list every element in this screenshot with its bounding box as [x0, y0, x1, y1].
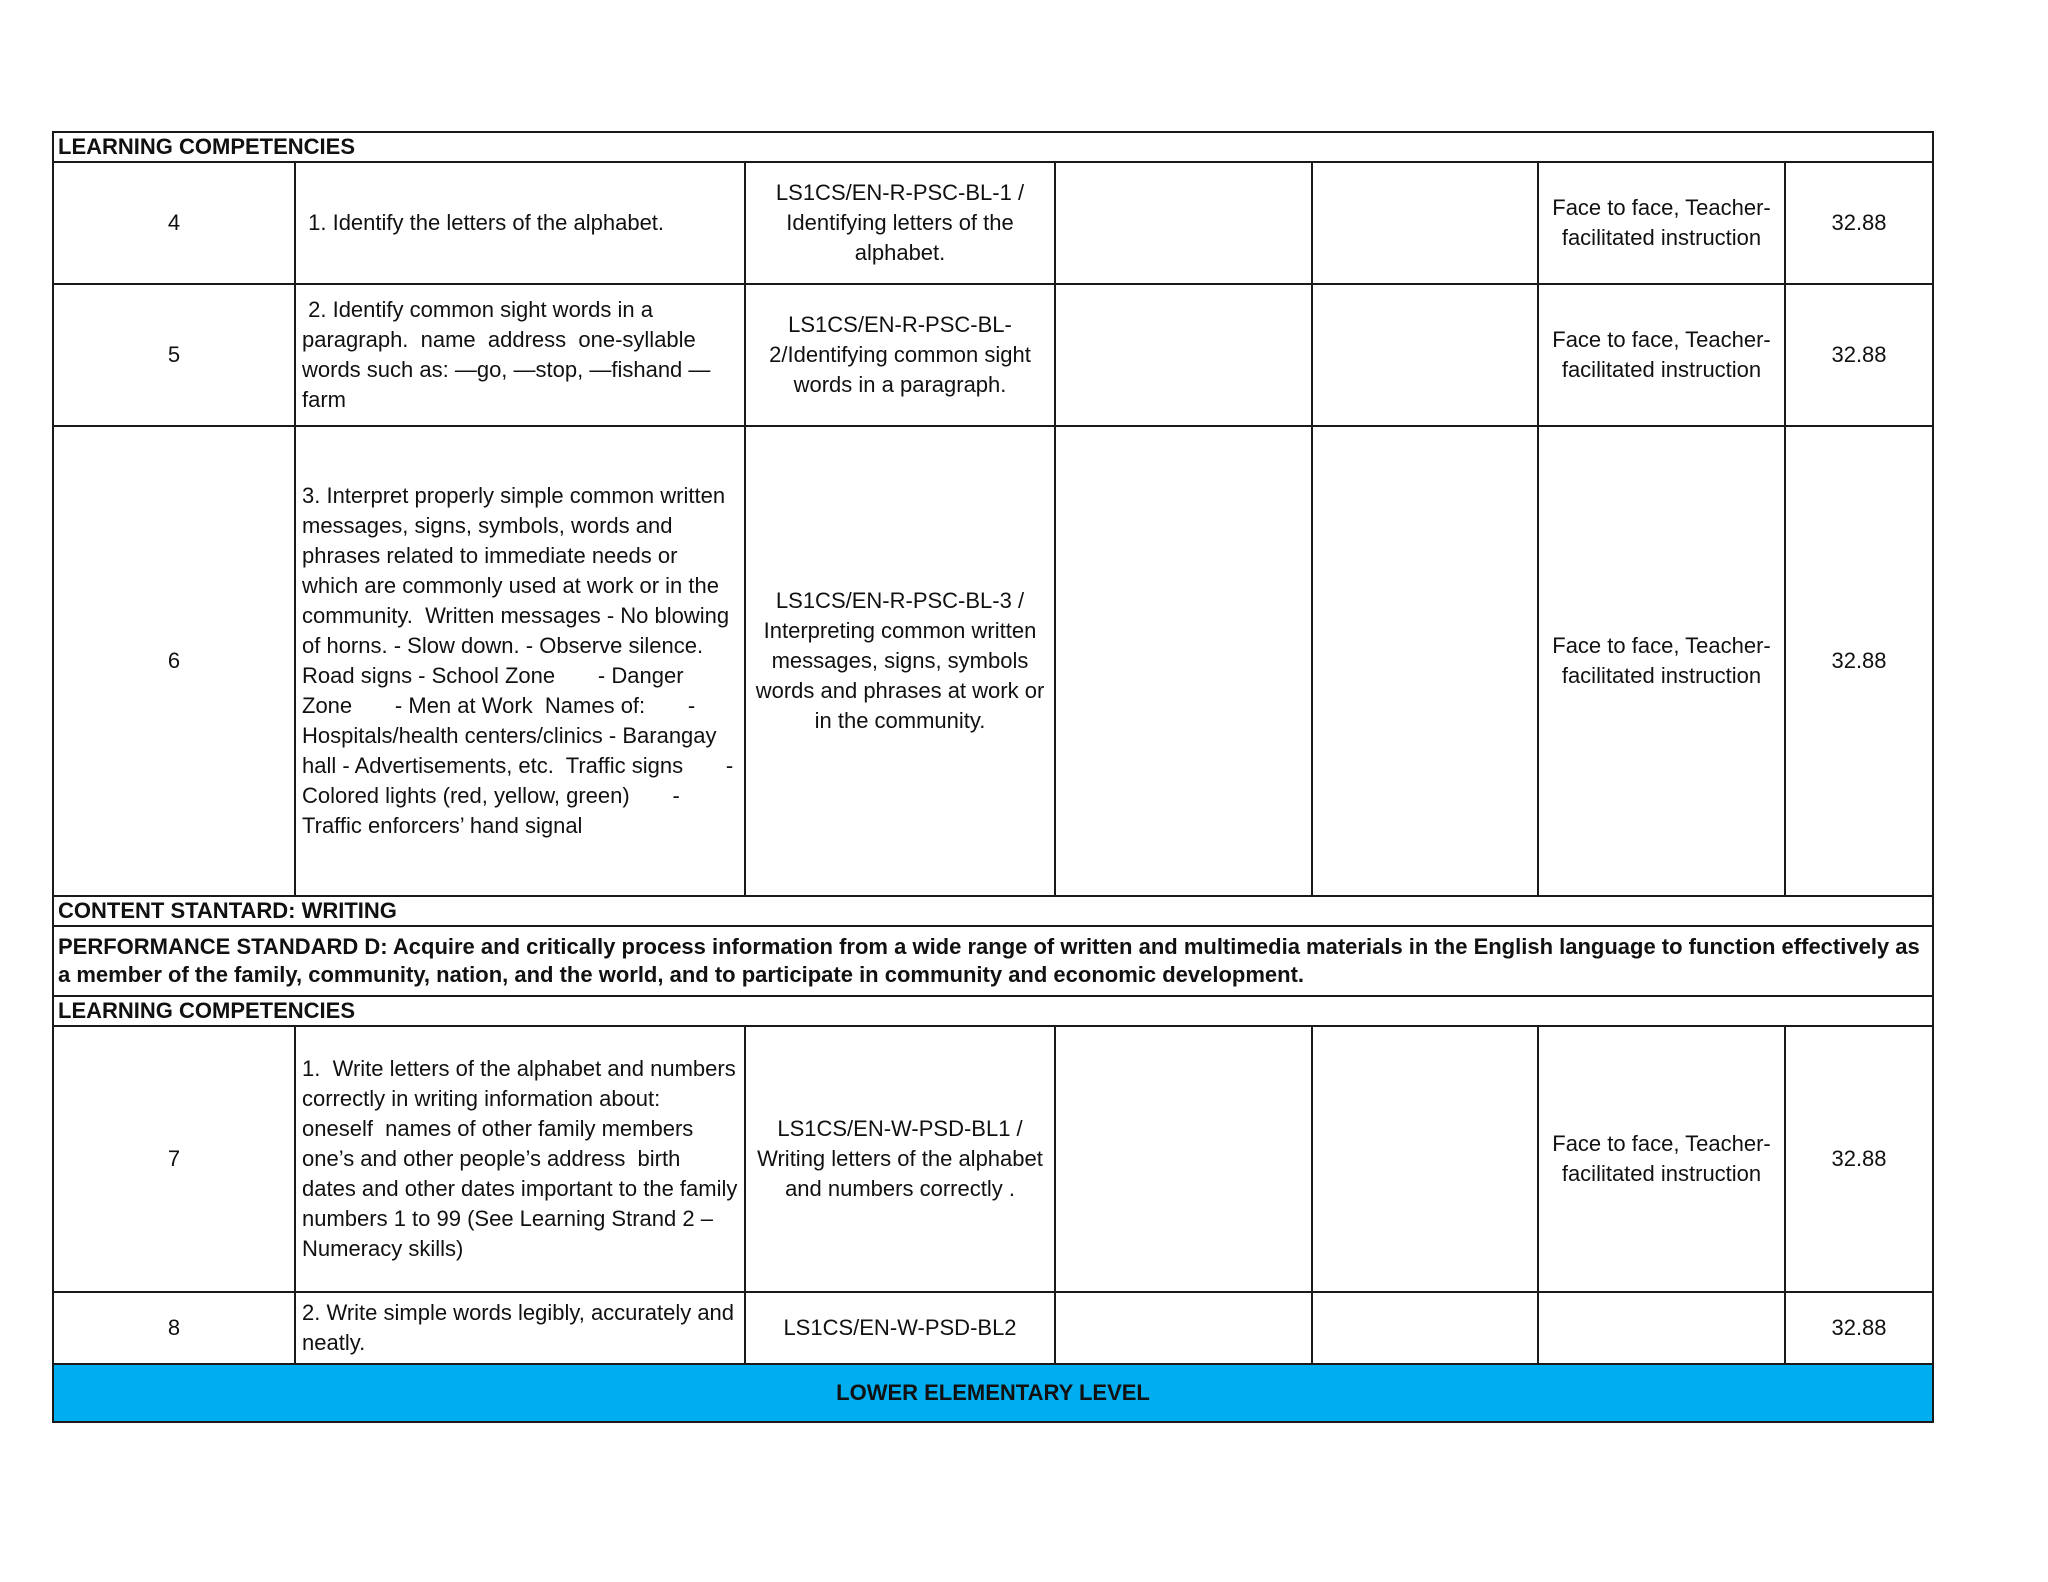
value-cell: 32.88 [1785, 284, 1933, 426]
row-number: 6 [53, 426, 295, 896]
empty-cell [1312, 1292, 1538, 1364]
performance-standard-header: PERFORMANCE STANDARD D: Acquire and critically process information from a wide range of written and multimedia materials in the English language to function effectively as a member of the family, community, nation, and the world, and to participate in community and economic development. [53, 926, 1933, 996]
empty-cell [1055, 1026, 1312, 1292]
delivery-mode-cell: Face to face, Teacher-facilitated instruction [1538, 162, 1785, 284]
competency-cell: 2. Identify common sight words in a paragraph. name address one-syllable words such as: —go, —stop, —fishand —farm [295, 284, 745, 426]
table-row [53, 1292, 1933, 1364]
section-header-row [53, 996, 1933, 1026]
competency-cell: 1. Identify the letters of the alphabet. [295, 162, 745, 284]
lower-elementary-level-band: LOWER ELEMENTARY LEVEL [53, 1364, 1933, 1422]
empty-cell [1055, 284, 1312, 426]
row-number: 7 [53, 1026, 295, 1292]
empty-cell [1312, 426, 1538, 896]
code-cell: LS1CS/EN-W-PSD-BL1 / Writing letters of the alphabet and numbers correctly . [745, 1026, 1055, 1292]
empty-cell [1312, 1026, 1538, 1292]
code-cell: LS1CS/EN-W-PSD-BL2 [745, 1292, 1055, 1364]
value-cell: 32.88 [1785, 426, 1933, 896]
table-row [53, 426, 1933, 896]
content-standard-header: CONTENT STANTARD: WRITING [53, 896, 1933, 926]
empty-cell [1055, 162, 1312, 284]
delivery-mode-cell [1538, 1292, 1785, 1364]
learning-competencies-header: LEARNING COMPETENCIES [53, 132, 1933, 162]
delivery-mode-cell: Face to face, Teacher-facilitated instruction [1538, 426, 1785, 896]
code-cell: LS1CS/EN-R-PSC-BL-2/Identifying common sight words in a paragraph. [745, 284, 1055, 426]
learning-competencies-header: LEARNING COMPETENCIES [53, 996, 1933, 1026]
competency-cell: 1. Write letters of the alphabet and numbers correctly in writing information about: oneself names of other family members one’s and other people’s address birth dates and other dates important to the family numbers 1 to 99 (See Learning Strand 2 –Numeracy skills) [295, 1026, 745, 1292]
value-cell: 32.88 [1785, 162, 1933, 284]
value-cell: 32.88 [1785, 1026, 1933, 1292]
delivery-mode-cell: Face to face, Teacher-facilitated instruction [1538, 284, 1785, 426]
empty-cell [1312, 284, 1538, 426]
table-row [53, 162, 1933, 284]
section-header-row [53, 896, 1933, 926]
row-number: 5 [53, 284, 295, 426]
competency-cell: 3. Interpret properly simple common written messages, signs, symbols, words and phrases related to immediate needs or which are commonly used at work or in the community. Written messages - No blowing of horns. - Slow down. - Observe silence. Road signs - School Zone - Danger Zone - Men at Work Names of: - Hospitals/health centers/clinics - Barangay hall - Advertisements, etc. Traffic signs - Colored lights (red, yellow, green) - Traffic enforcers’ hand signal [295, 426, 745, 896]
table-row [53, 1026, 1933, 1292]
curriculum-table [52, 131, 1934, 1423]
empty-cell [1312, 162, 1538, 284]
competency-cell: 2. Write simple words legibly, accurately and neatly. [295, 1292, 745, 1364]
row-number: 8 [53, 1292, 295, 1364]
row-number: 4 [53, 162, 295, 284]
empty-cell [1055, 1292, 1312, 1364]
section-header-row [53, 926, 1933, 996]
code-cell: LS1CS/EN-R-PSC-BL-3 / Interpreting common written messages, signs, symbols words and phrases at work or in the community. [745, 426, 1055, 896]
table-row [53, 284, 1933, 426]
value-cell: 32.88 [1785, 1292, 1933, 1364]
delivery-mode-cell: Face to face, Teacher-facilitated instruction [1538, 1026, 1785, 1292]
section-header-row [53, 132, 1933, 162]
level-band-row [53, 1364, 1933, 1422]
empty-cell [1055, 426, 1312, 896]
code-cell: LS1CS/EN-R-PSC-BL-1 / Identifying letters of the alphabet. [745, 162, 1055, 284]
